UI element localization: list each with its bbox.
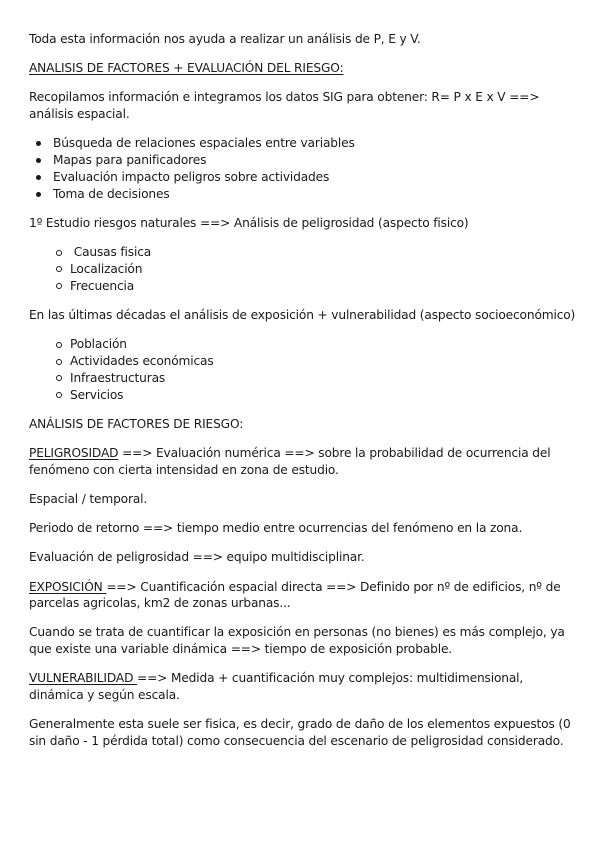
section-heading-analisis-factores: [29, 60, 577, 77]
exposicion-paragraph: [29, 579, 577, 612]
document-page: [29, 31, 577, 762]
circle-list-peligrosidad: [29, 244, 577, 294]
section-heading-factores-riesgo: ANÁLISIS DE FACTORES DE RIESGO:: [29, 417, 244, 432]
cuando-paragraph: Cuando se trata de cuantificar la exposición en personas (no bienes) es más complejo, ya que existe una variable dinámica ==> tiempo de exposición probable.: [29, 625, 565, 656]
recopilamos-paragraph: Recopilamos información e integramos los datos SIG para obtener: R= P x E x V ==> análisis espacial.: [29, 90, 540, 121]
list-item: Localización: [29, 261, 577, 278]
estudio-paragraph: 1º Estudio riesgos naturales ==> Análisis de peligrosidad (aspecto fisico): [29, 215, 469, 230]
vulnerabilidad-paragraph: [29, 670, 577, 703]
circle-list-exposicion: [29, 336, 577, 403]
espacial-paragraph: Espacial / temporal.: [29, 492, 148, 507]
bullet-list-usos: [29, 135, 577, 202]
generalmente-paragraph: Generalmente esta suele ser fisica, es decir, grado de daño de los elementos expuestos (0 sin daño - 1 pérdida total) como consecuencia del escenario de peligrosidad considerado.: [29, 716, 571, 748]
peligrosidad-paragraph: [29, 445, 577, 478]
list-item: Evaluación impacto peligros sobre actividades: [29, 169, 577, 186]
list-item: Causas fisica: [29, 244, 577, 261]
ultimas-decadas-paragraph: En las últimas décadas el análisis de exposición + vulnerabilidad (aspecto socioeconómico): [29, 308, 576, 323]
list-item: Búsqueda de relaciones espaciales entre variables: [29, 135, 577, 152]
list-item: Servicios: [29, 387, 577, 404]
heading-text: ANALISIS DE FACTORES + EVALUACIÓN DEL RIESGO:: [29, 61, 344, 76]
vulnerabilidad-text: ==> Medida + cuantificación muy complejos: multidimensional, dinámica y según escala.: [29, 671, 524, 702]
list-item: Actividades económicas: [29, 353, 577, 370]
list-item: Toma de decisiones: [29, 186, 577, 203]
list-item: Infraestructuras: [29, 370, 577, 387]
list-item: Frecuencia: [29, 278, 577, 295]
list-item: Población: [29, 336, 577, 353]
peligrosidad-term: PELIGROSIDAD: [29, 446, 119, 461]
list-item: Mapas para panificadores: [29, 152, 577, 169]
evaluacion-paragraph: Evaluación de peligrosidad ==> equipo multidisciplinar.: [29, 550, 365, 565]
exposicion-text: ==> Cuantificación espacial directa ==> Definido por nº de edificios, nº de parcelas agricolas, km2 de zonas urbanas...: [29, 579, 561, 611]
peligrosidad-text: ==> Evaluación numérica ==> sobre la probabilidad de ocurrencia del fenómeno con cierta intensidad en zona de estudio.: [29, 446, 551, 477]
vulnerabilidad-term: VULNERABILIDAD: [29, 671, 138, 686]
periodo-paragraph: Periodo de retorno ==> tiempo medio entre ocurrencias del fenómeno en la zona.: [29, 521, 523, 536]
intro-paragraph: Toda esta información nos ayuda a realizar un análisis de P, E y V.: [29, 32, 421, 46]
exposicion-term: EXPOSICIÓN: [29, 579, 107, 594]
